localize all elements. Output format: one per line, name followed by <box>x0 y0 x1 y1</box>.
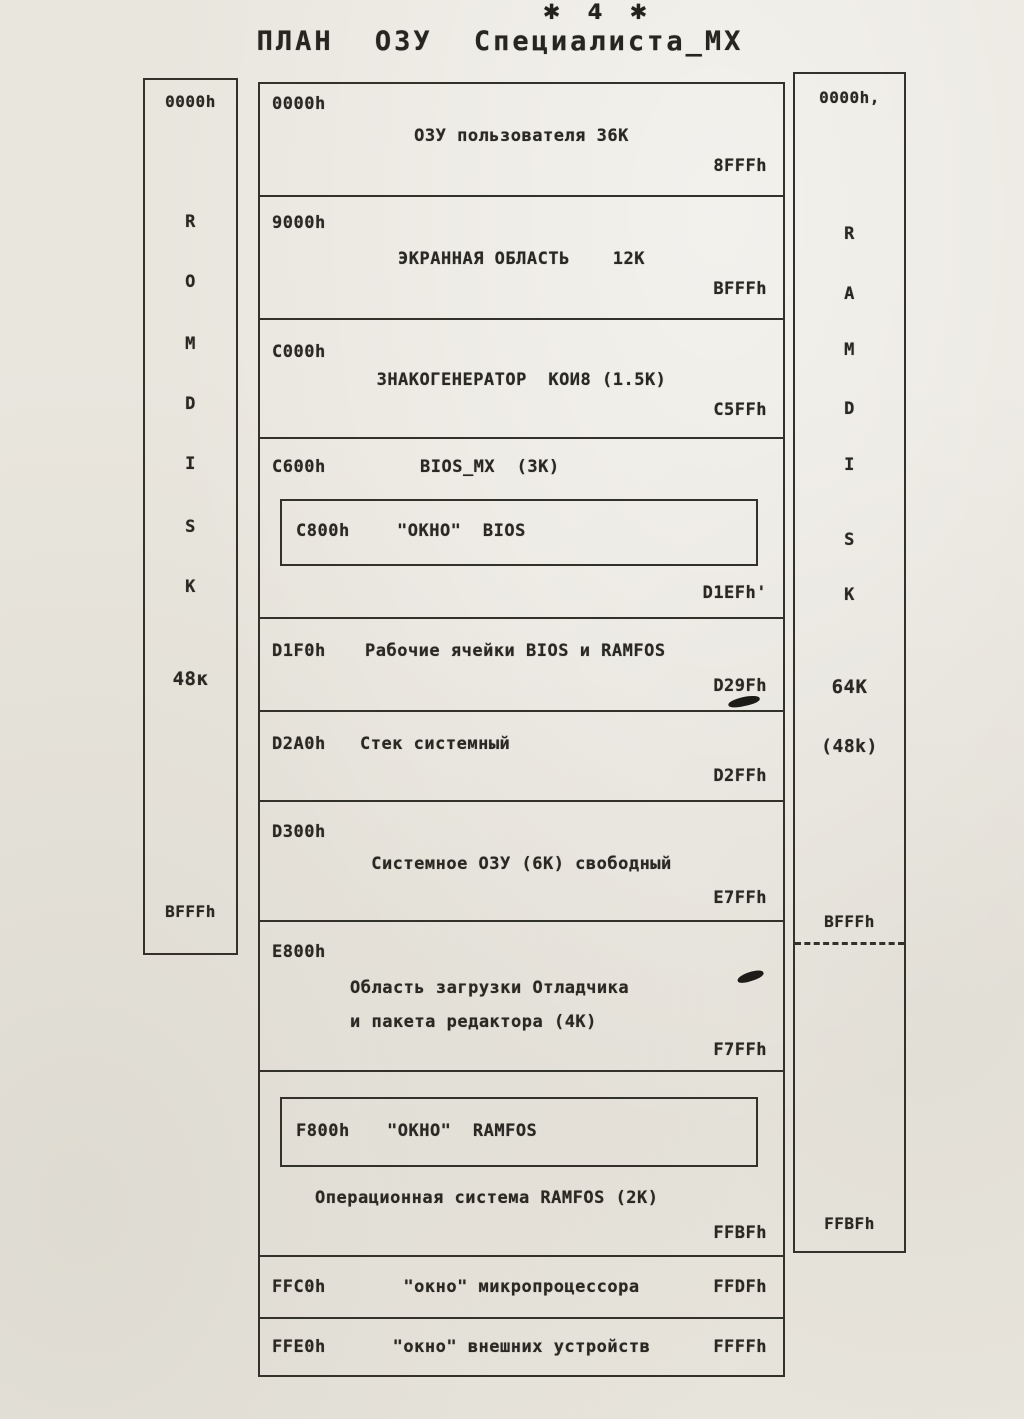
memory-region-debugger-load-area <box>260 920 783 1070</box>
memory-region-system-stack <box>260 710 783 800</box>
region-end-address: E7FFh <box>713 888 767 908</box>
region-label: Системное ОЗУ (6К) свободный <box>371 854 672 874</box>
memory-region-ramfos <box>260 1070 783 1255</box>
ramdisk-mid-address: BFFFh <box>824 912 875 931</box>
ramdisk-letter: I <box>844 455 855 475</box>
page-title: ПЛАН ОЗУ Специалиста_МХ <box>256 26 744 57</box>
romdisk-letter: D <box>185 394 196 414</box>
window-label: "ОКНО" BIOS <box>397 521 526 541</box>
region-start-address: D2A0h <box>272 734 326 754</box>
region-end-address: FFFFh <box>713 1337 767 1357</box>
ramdisk-column <box>793 72 906 1253</box>
region-label: BIOS_MX (3К) <box>420 457 560 477</box>
memory-region-cpu-window <box>260 1255 783 1317</box>
window-label: "ОКНО" RAMFOS <box>387 1121 538 1141</box>
memory-region-work-cells <box>260 617 783 710</box>
memory-region-user-ram <box>260 84 783 195</box>
region-label: "окно" внешних устройств <box>392 1337 651 1357</box>
ramdisk-letter: R <box>844 224 855 244</box>
region-start-address: D300h <box>272 822 326 842</box>
region-start-address: E800h <box>272 942 326 962</box>
region-label-line2: и пакета редактора (4К) <box>350 1012 597 1032</box>
region-start-address: D1F0h <box>272 641 326 661</box>
romdisk-letter: S <box>185 517 196 537</box>
region-end-address: 8FFFh <box>713 156 767 176</box>
ramdisk-letter: D <box>844 399 855 419</box>
romdisk-size-label: 48к <box>172 668 209 690</box>
memory-region-external-devices-window <box>260 1317 783 1375</box>
region-label: ЗНАКОГЕНЕРАТОР КОИ8 (1.5К) <box>376 370 667 390</box>
region-end-address: D29Fh <box>713 676 767 696</box>
romdisk-letter: M <box>185 334 196 354</box>
region-end-address: FFDFh <box>713 1277 767 1297</box>
region-start-address: FFC0h <box>272 1277 326 1297</box>
region-label: ЭКРАННАЯ ОБЛАСТЬ 12К <box>398 249 645 269</box>
page-number: ✱ 4 ✱ <box>542 0 658 24</box>
region-label: "окно" микропроцессора <box>403 1277 640 1297</box>
romdisk-letter: I <box>185 454 196 474</box>
ramdisk-dashed-divider <box>795 942 904 945</box>
ramdisk-letter: M <box>844 340 855 360</box>
ramdisk-size-label: 64K <box>831 676 868 698</box>
bios-window-box <box>280 499 758 566</box>
ramdisk-bottom-address: FFBFh <box>824 1214 875 1233</box>
ramdisk-letter: S <box>844 530 855 550</box>
region-start-address: 9000h <box>272 213 326 233</box>
romdisk-letter: R <box>185 212 196 232</box>
region-end-address: BFFFh <box>713 279 767 299</box>
region-end-address: D1EFh' <box>702 583 767 603</box>
region-end-address: D2FFh <box>713 766 767 786</box>
ramdisk-letter: K <box>844 585 855 605</box>
region-end-address: F7FFh <box>713 1040 767 1060</box>
region-start-address: FFE0h <box>272 1337 326 1357</box>
romdisk-top-address: 0000h <box>165 92 216 111</box>
ramdisk-top-address: 0000h, <box>819 88 880 107</box>
ramdisk-size-label-2: (48k) <box>821 736 878 757</box>
memory-region-screen-area <box>260 195 783 318</box>
region-start-address: 0000h <box>272 94 326 114</box>
region-end-address: FFBFh <box>713 1223 767 1243</box>
ramfos-window-box <box>280 1097 758 1167</box>
region-start-address: C600h <box>272 457 326 477</box>
memory-map <box>258 82 785 1377</box>
romdisk-bottom-address: BFFFh <box>165 902 216 921</box>
memory-region-bios-mx <box>260 437 783 617</box>
ramdisk-letter: A <box>844 284 855 304</box>
region-start-address: C000h <box>272 342 326 362</box>
romdisk-letter: K <box>185 577 196 597</box>
window-address: F800h <box>296 1121 350 1141</box>
memory-region-chargen <box>260 318 783 437</box>
region-label-line1: Область загрузки Отладчика <box>350 978 630 998</box>
memory-region-system-ram <box>260 800 783 920</box>
region-label: Рабочие ячейки BIOS и RAMFOS <box>365 641 666 661</box>
romdisk-column <box>143 78 238 955</box>
region-label: Стек системный <box>360 734 511 754</box>
region-label: Операционная система RAMFOS (2К) <box>315 1188 659 1208</box>
region-end-address: C5FFh <box>713 400 767 420</box>
region-label: ОЗУ пользователя 36К <box>414 126 629 146</box>
romdisk-letter: O <box>185 272 196 292</box>
window-address: C800h <box>296 521 350 541</box>
